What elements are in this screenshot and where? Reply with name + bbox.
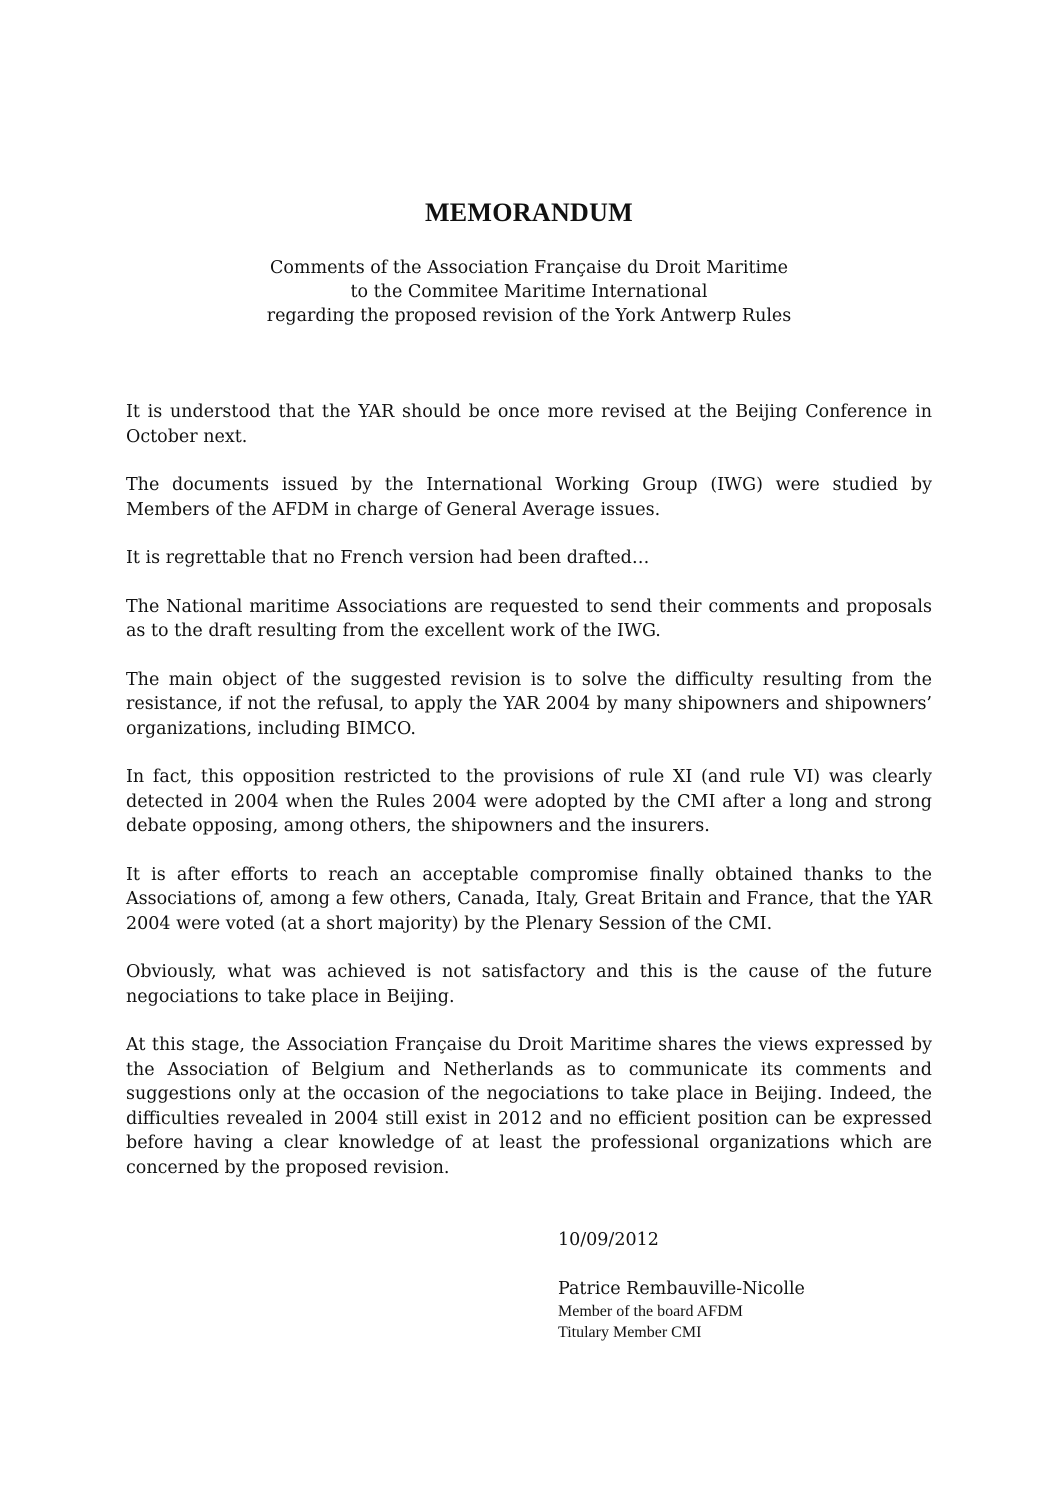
- signature-date: 10/09/2012: [558, 1230, 659, 1250]
- document-title: MEMORANDUM: [424, 198, 634, 227]
- subtitle-line-1: Comments of the Association Française du Droit Maritime: [269, 258, 789, 278]
- paragraph: The National maritime Associations are requested to send their comments and proposals as to the draft resulting from the excellent work of the IWG.: [126, 596, 932, 641]
- signature-block: [558, 1228, 805, 1343]
- signatory-role-cmi: Titulary Member CMI: [558, 1324, 702, 1341]
- paragraph: The main object of the suggested revision is to solve the difficulty resulting from the resistance, if not the refusal, to apply the YAR 2004 by many shipowners and shipowners’ organizations, including BIMCO.: [126, 669, 932, 739]
- memo-body: [126, 400, 932, 1204]
- paragraph: It is understood that the YAR should be once more revised at the Beijing Conference in October next.: [126, 402, 932, 447]
- paragraph: The documents issued by the International Working Group (IWG) were studied by Members of the AFDM in charge of General Average issues.: [126, 475, 932, 520]
- subtitle-line-3: regarding the proposed revision of the York Antwerp Rules: [266, 306, 792, 326]
- document-subtitle: [0, 256, 1058, 328]
- paragraph: It is after efforts to reach an acceptable compromise finally obtained thanks to the Associations of, among a few others, Canada, Italy, Great Britain and France, that the YAR 2004 were voted (at a short majority) by the Plenary Session of the CMI.: [126, 864, 932, 934]
- subtitle-line-2: to the Commitee Maritime International: [350, 282, 708, 302]
- paragraph: It is regrettable that no French version had been drafted…: [126, 548, 650, 568]
- paragraph: Obviously, what was achieved is not satisfactory and this is the cause of the future negociations to take place in Beijing.: [126, 962, 932, 1007]
- paragraph: In fact, this opposition restricted to the provisions of rule XI (and rule VI) was clearly detected in 2004 when the Rules 2004 were adopted by the CMI after a long and strong debate opposing, among others, the shipowners and the insurers.: [126, 767, 932, 836]
- signatory-role-board: Member of the board AFDM: [558, 1303, 743, 1320]
- paragraph: At this stage, the Association Française du Droit Maritime shares the views expressed by the Association of Belgium and Netherlands as to communicate its comments and suggestions only at the occasion of the negociations to take place in Beijing. Indeed, the difficulties revealed in 2004 still exist in 2012 and no efficient position can be expressed before having a clear knowledge of at least the professional organizations which are concerned by the proposed revision.: [126, 1035, 932, 1178]
- signatory-name: Patrice Rembauville-Nicolle: [558, 1279, 805, 1299]
